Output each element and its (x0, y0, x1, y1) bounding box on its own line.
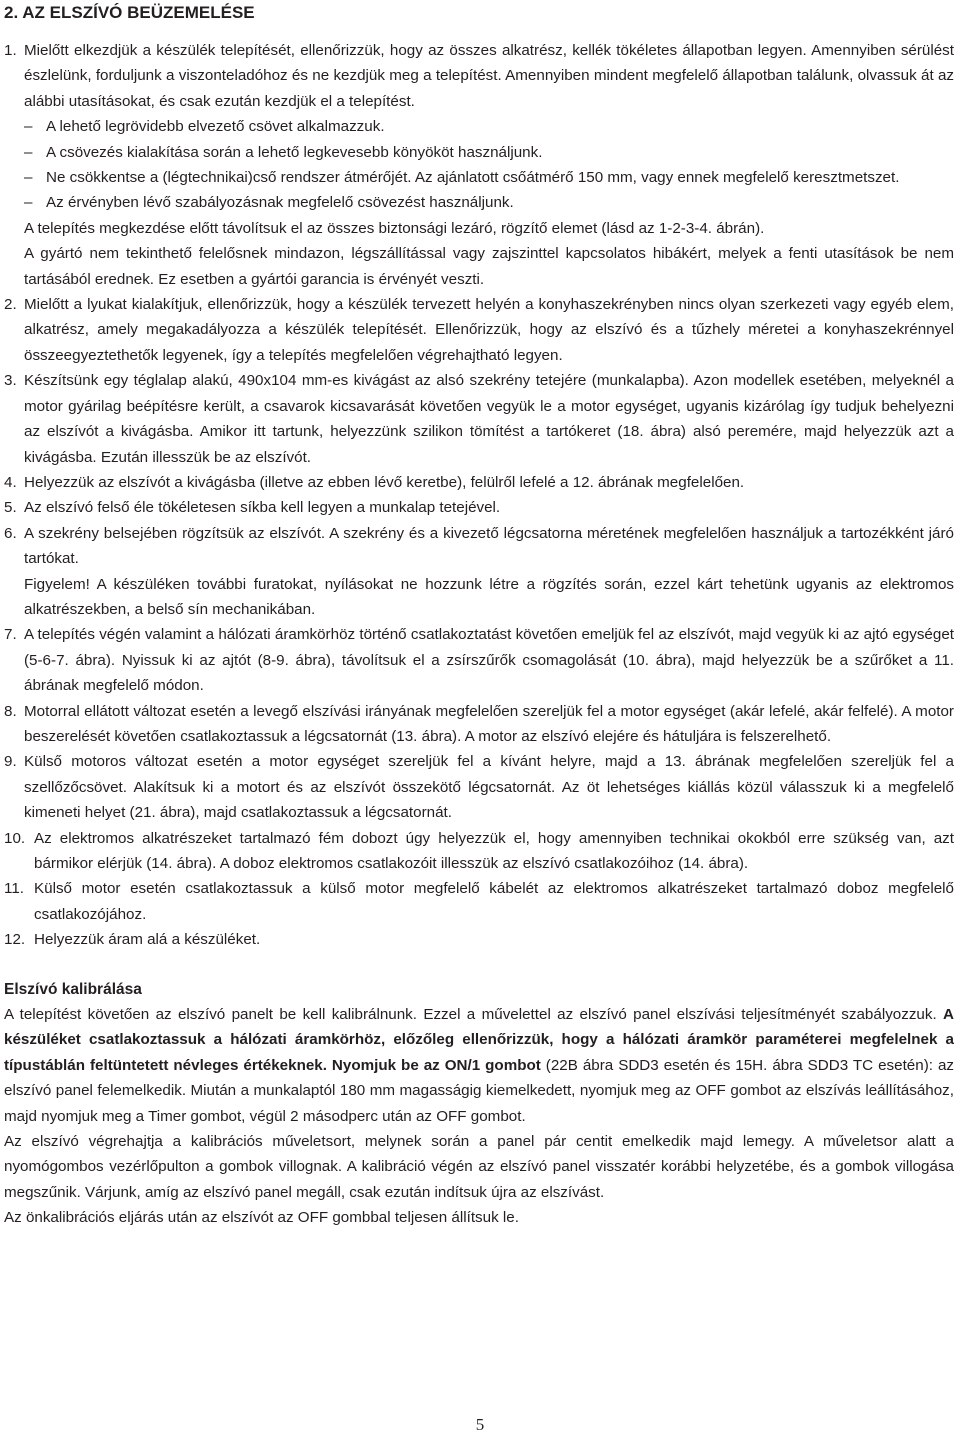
step-1-intro: Mielőtt elkezdjük a készülék telepítését, ellenőrizzük, hogy az összes alkatrész, kellék tökéletes állapotban legyen. Amennyiben sérülést észlelünk, forduljunk a viszonteladóhoz és ne kezdjük meg a telepítést. Amennyiben mindent megfelelő állapotban találunk, olvassuk át az alábbi utasításokat, és csak ezután kezdjük el a telepítést. (24, 42, 954, 110)
step-5: 5. Az elszívó felső éle tökéletesen síkba kell legyen a munkalap tetejével. (4, 499, 501, 517)
step-8: 8. Motorral ellátott változat esetén a levegő elszívási irányának megfelelően szereljük fel a motor egységet (akár lefelé, akár felfelé). A motor beszerelését követően csatlakoztassuk a légcsatornát (13. ábra). A motor az elszívó elejére és hátuljára is felszerelhető. (4, 702, 954, 745)
step-11: 11. Külső motor esetén csatlakoztassuk a külső motor megfelelő kábelét az elektromos alkatrészeket tartalmazó doboz megfelelő csatlakozójához. (4, 880, 954, 923)
step-1-disclaimer: A gyártó nem tekinthető felelősnek mindazon, légszállítással vagy zajszinttel kapcsolatos hibákért, melyek a fenti utasítások be nem tartásából erednek. Ez esetben a gyártói garancia is érvényét veszti. (24, 245, 954, 288)
warning-note: Figyelem! A készüléken további furatokat, nyílásokat ne hozzunk létre a rögzítés során, ezzel kárt tehetünk ugyanis az elektromos alkatrészekben, a belső sín mechanikában. (24, 575, 954, 618)
bullet-item: – A csövezés kialakítása során a lehető legkevesebb könyököt használjunk. (24, 143, 543, 161)
step-10: 10. Az elektromos alkatrészeket tartalmazó fém dobozt úgy helyezzük el, hogy amennyiben technikai okokból erre szükség van, azt bármikor elérjük (14. ábra). A doboz elektromos csatlakozóit illesszük az elszívó csatlakozóihoz (14. ábra). (4, 829, 954, 872)
step-number: 1. (4, 42, 17, 59)
calibration-paragraph-1: A telepítést követően az elszívó panelt be kell kalibrálnunk. Ezzel a művelettel az elszívó panel elszívási teljesítményét szabályozzuk. A készüléket csatlakoztassuk a hálózati áramkörhöz, előzőleg ellenőrizzük, hogy a hálózati áramkör paraméterei megfelelnek a típustáblán feltüntetett névleges értékeknek. Nyomjuk be az ON/1 gombot (22B ábra SDD3 esetén és 15H. ábra SDD3 TC esetén): az elszívó panel felemelkedik. Miután a munkalaptól 180 mm magasságig kiemelkedett, nyomjuk meg az OFF gombot az elszívás leállításához, majd nyomjuk meg a Timer gombot, végül 2 másodperc után az OFF gombot. (4, 1006, 954, 1125)
calibration-title: Elszívó kalibrálása (4, 980, 142, 998)
step-6: 6. A szekrény belsejében rögzítsük az elszívót. A szekrény és a kivezető légcsatorna méretének megfelelően használjuk a tartozékként járó tartókat. Figyelem! A készüléken további furatokat, nyílásokat ne hozzunk létre a rögzítés során, ezzel kárt tehetünk ugyanis az elektromos alkatrészekben, a belső sín mechanikában. (4, 521, 954, 623)
document-page (4, 2, 954, 1231)
step-1-note: A telepítés megkezdése előtt távolítsuk el az összes biztonsági lezáró, rögzítő elemet (lásd az 1-2-3-4. ábrán). (24, 219, 765, 237)
step-9: 9. Külső motoros változat esetén a motor egységet szereljük fel a kívánt helyre, majd a 13. ábrának megfelelően szereljük fel a szellőzőcsövet. Alakítsuk ki a motort és az elszívót összekötő légcsatornát. Az öt lehetséges kiállás közül válasszuk ki a megfelelő kimeneti helyet (21. ábra), majd csatlakoztassuk a légcsatornát. (4, 753, 954, 822)
calibration-paragraph-3: Az önkalibrációs eljárás után az elszívót az OFF gombbal teljesen állítsuk le. (4, 1209, 519, 1227)
bullet-item: – A lehető legrövidebb elvezető csövet alkalmazzuk. (24, 118, 385, 136)
calibration-paragraph-2: Az elszívó végrehajtja a kalibrációs műveletsort, melynek során a panel pár centit emelkedik majd lemegy. A műveletsor alatt a nyomógombos vezérlőpulton a gombok villognak. A kalibráció végén az elszívó panel visszatér korábbi helyzetébe, és a gombok villogása megszűnik. Várjunk, amíg az elszívó panel megáll, csak ezután indítsuk újra az elszívást. (4, 1133, 954, 1201)
step-1 (4, 38, 954, 292)
step-4: 4. Helyezzük az elszívót a kivágásba (illetve az ebben lévő keretbe), felülről lefelé a 12. ábrának megfelelően. (4, 473, 745, 491)
step-7: 7. A telepítés végén valamint a hálózati áramkörhöz történő csatlakoztatást követően emeljük fel az elszívót, majd vegyük ki az ajtó egységet (5-6-7. ábra). Nyissuk ki az ajtót (8-9. ábra), távolítsuk el a zsírszűrők csomagolását (10. ábra), majd helyezzük be a szűrőket a 11. ábrának megfelelő módon. (4, 626, 954, 695)
step-12: 12. Helyezzük áram alá a készüléket. (4, 931, 261, 949)
bullet-item: – Ne csökkentse a (légtechnikai)cső rendszer átmérőjét. Az ajánlatott csőátmérő 150 mm, vagy ennek megfelelő keresztmetszet. (24, 169, 900, 187)
section-heading: 2. AZ ELSZÍVÓ BEÜZEMELÉSE (4, 3, 255, 22)
step-3: 3. Készítsünk egy téglalap alakú, 490x104 mm-es kivágást az alsó szekrény tetejére (munkalapba). Azon modellek esetében, melyeknél a motor gyárilag beépítésre került, a csavarok kicsavarását követően vegyük le a motor egységet, ugyanis kizárólag így tudjuk behelyezni az elszívót a kivágásba. Amikor itt tartunk, helyezzünk szilikon tömítést a tartókeret (18. ábra) alsó peremére, majd helyezzük azt a kivágásba. Ezután illesszük be az elszívót. (4, 372, 954, 466)
bullet-item: – Az érvényben lévő szabályozásnak megfelelő csövezést használjunk. (24, 194, 514, 212)
step-2: 2. Mielőtt a lyukat kialakítjuk, ellenőrizzük, hogy a készülék tervezett helyén a konyhaszekrényben nincs olyan szerkezeti vagy egyéb elem, alkatrész, amely megakadályozza a készülék telepítését. Ellenőrizzük, hogy az elszívó és a tűzhely méretei a konyhaszekrénnyel összeegyeztethetők legyenek, így a telepítés megfelelően végrehajtható legyen. (4, 296, 954, 364)
page-number: 5 (475, 1415, 485, 1434)
